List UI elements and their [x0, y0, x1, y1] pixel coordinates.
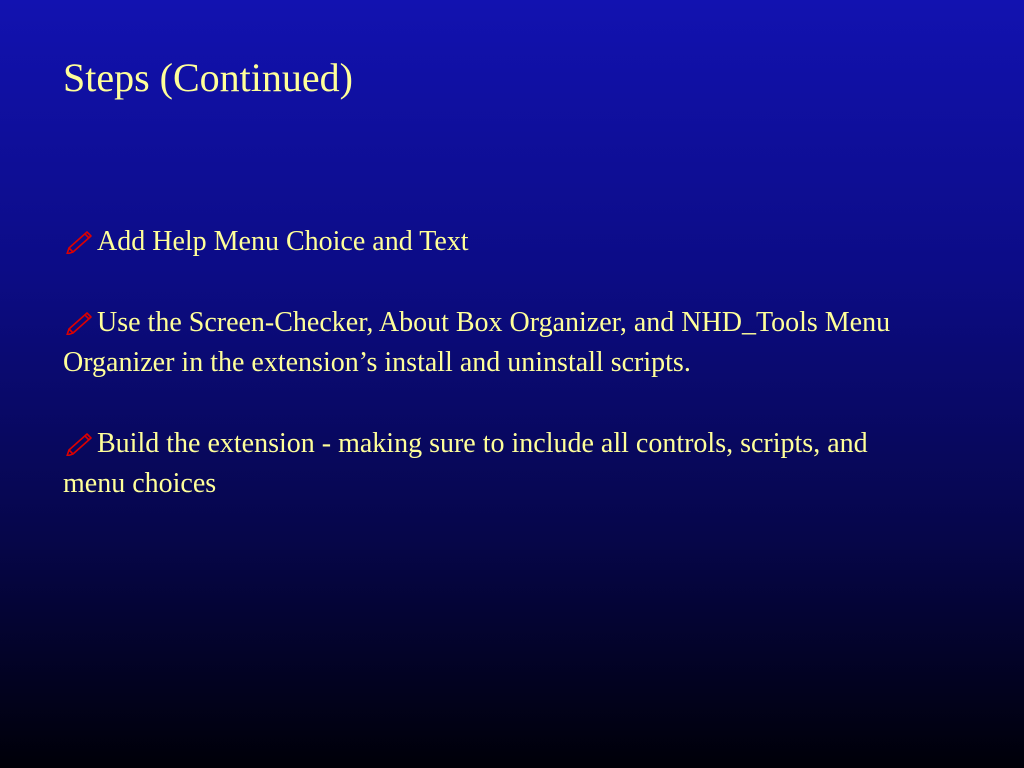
bullet-item	[63, 303, 903, 383]
bullet-item	[63, 424, 903, 504]
bullet-text: Build the extension - making sure to include all controls, scripts, and menu choices	[63, 428, 868, 499]
slide-title: Steps (Continued)	[63, 55, 353, 100]
bullet-text: Use the Screen-Checker, About Box Organizer, and NHD_Tools Menu Organizer in the extension’s install and uninstall scripts.	[63, 307, 891, 378]
bullet-item	[63, 222, 903, 262]
pencil-icon	[63, 428, 97, 456]
pencil-icon	[63, 307, 97, 335]
pencil-icon	[63, 226, 97, 254]
bullet-text: Add Help Menu Choice and Text	[97, 226, 469, 257]
bullet-list	[63, 222, 903, 545]
